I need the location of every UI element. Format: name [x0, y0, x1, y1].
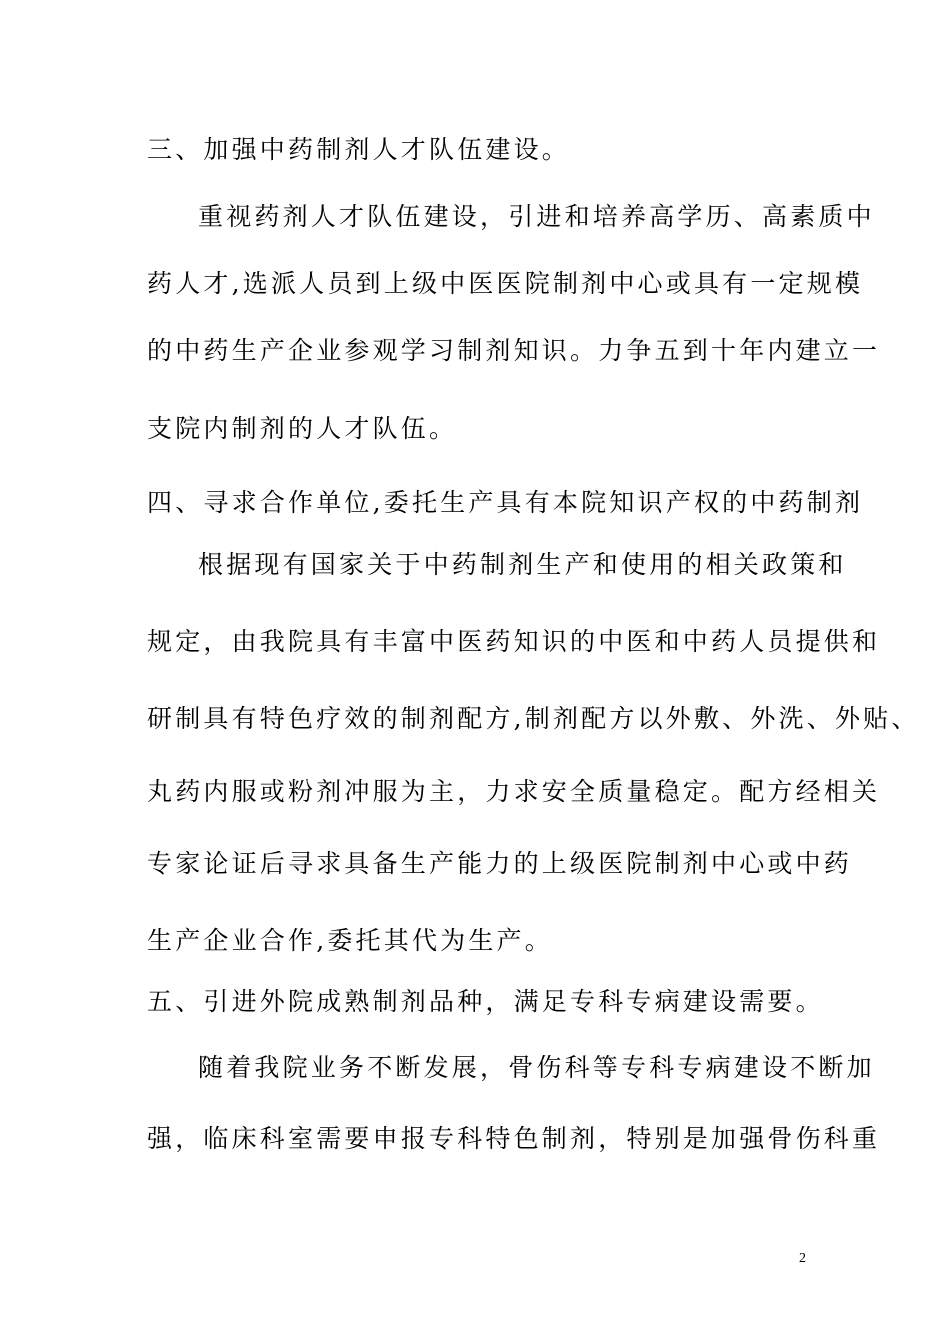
paragraph-line: 生产企业合作,委托其代为生产。 — [147, 926, 553, 955]
section-heading-4: 四、寻求合作单位,委托生产具有本院知识产权的中药制剂 — [147, 488, 864, 517]
paragraph-line: 研制具有特色疗效的制剂配方,制剂配方以外敷、外洗、外贴、 — [147, 704, 920, 733]
paragraph-line: 规定，由我院具有丰富中医药知识的中医和中药人员提供和 — [147, 627, 881, 656]
page-number: 2 — [799, 1251, 806, 1266]
paragraph-line: 强，临床科室需要申报专科特色制剂，特别是加强骨伤科重 — [147, 1124, 881, 1153]
paragraph-line: 支院内制剂的人才队伍。 — [147, 414, 458, 443]
section-heading-3: 三、加强中药制剂人才队伍建设。 — [147, 135, 571, 164]
paragraph-line: 重视药剂人才队伍建设，引进和培养高学历、高素质中 — [198, 202, 875, 231]
paragraph-line: 的中药生产企业参观学习制剂知识。力争五到十年内建立一 — [147, 336, 881, 365]
paragraph-line: 药人才,选派人员到上级中医医院制剂中心或具有一定规模 — [147, 269, 864, 298]
paragraph-line: 专家论证后寻求具备生产能力的上级医院制剂中心或中药 — [147, 849, 853, 878]
paragraph-line: 丸药内服或粉剂冲服为主，力求安全质量稳定。配方经相关 — [147, 777, 881, 806]
paragraph-line: 随着我院业务不断发展，骨伤科等专科专病建设不断加 — [198, 1053, 875, 1082]
paragraph-line: 根据现有国家关于中药制剂生产和使用的相关政策和 — [198, 550, 847, 579]
section-heading-5: 五、引进外院成熟制剂品种，满足专科专病建设需要。 — [147, 987, 824, 1016]
